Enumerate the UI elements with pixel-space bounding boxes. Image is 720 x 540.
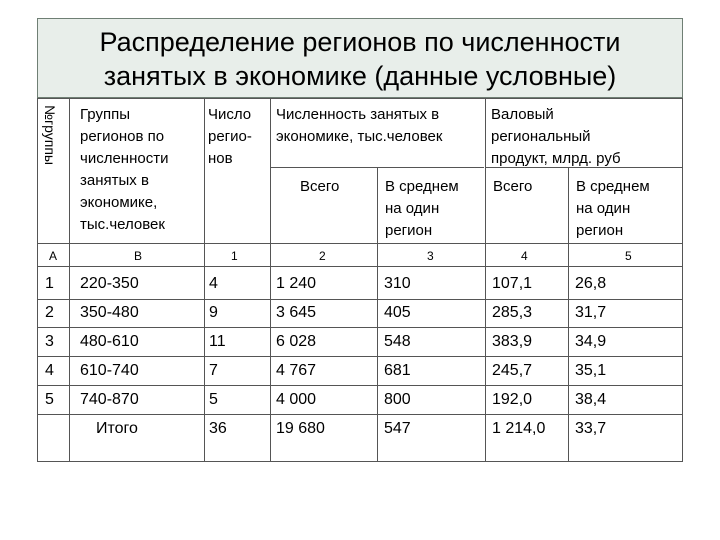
col-divider — [568, 167, 569, 461]
total-grp-avg: 33,7 — [575, 420, 607, 437]
row-divider — [38, 243, 682, 244]
header-group-no: №группы — [42, 105, 58, 165]
index-cell: 2 — [319, 249, 326, 263]
row-no: 2 — [45, 304, 54, 321]
row-employed-total: 4 767 — [276, 362, 317, 379]
title-line-1: Распределение регионов по численности — [99, 27, 621, 57]
header-grp-avg: В среднем на один регион — [576, 178, 650, 239]
row-group-range: 220-350 — [80, 275, 139, 292]
col-divider — [485, 99, 486, 461]
col-divider — [270, 99, 271, 461]
row-employed-avg: 405 — [384, 304, 411, 321]
row-group-range: 480-610 — [80, 333, 139, 350]
row-grp-total: 245,7 — [492, 362, 533, 379]
row-group-range: 740-870 — [80, 391, 139, 408]
row-grp-avg: 31,7 — [575, 304, 607, 321]
row-grp-avg: 38,4 — [575, 391, 607, 408]
header-grp: Валовый региональный продукт, млрд. руб — [491, 106, 621, 167]
index-cell: 1 — [231, 249, 238, 263]
total-region-count: 36 — [209, 420, 227, 437]
row-region-count: 7 — [209, 362, 218, 379]
row-group-range: 610-740 — [80, 362, 139, 379]
row-employed-total: 3 645 — [276, 304, 317, 321]
row-divider — [38, 327, 682, 328]
total-grp: 1 214,0 — [492, 420, 546, 437]
row-divider — [38, 266, 682, 267]
header-employed-total: Всего — [300, 178, 340, 195]
row-no: 5 — [45, 391, 54, 408]
row-grp-avg: 34,9 — [575, 333, 607, 350]
row-employed-total: 1 240 — [276, 275, 317, 292]
header-region-count: Число регио- нов — [208, 106, 252, 167]
row-region-count: 11 — [209, 333, 226, 350]
row-grp-total: 383,9 — [492, 333, 533, 350]
row-divider — [38, 299, 682, 300]
row-employed-total: 4 000 — [276, 391, 317, 408]
row-no: 4 — [45, 362, 54, 379]
data-table — [37, 98, 683, 462]
col-divider — [69, 99, 70, 461]
total-employed: 19 680 — [276, 420, 325, 437]
index-cell: А — [49, 249, 58, 263]
index-cell: 5 — [625, 249, 632, 263]
row-employed-total: 6 028 — [276, 333, 317, 350]
row-no: 1 — [45, 275, 54, 292]
row-divider — [270, 167, 484, 168]
row-region-count: 4 — [209, 275, 218, 292]
row-divider — [38, 414, 682, 415]
header-groups: Группы регионов по численности занятых в экономике, тыс.человек — [80, 106, 169, 233]
row-employed-avg: 548 — [384, 333, 411, 350]
index-cell: В — [134, 249, 143, 263]
header-grp-total: Всего — [493, 178, 533, 195]
total-label: Итого — [96, 420, 138, 437]
row-no: 3 — [45, 333, 54, 350]
slide-title — [37, 18, 683, 98]
row-divider — [38, 356, 682, 357]
total-employed-avg: 547 — [384, 420, 411, 437]
index-cell: 3 — [427, 249, 434, 263]
col-divider — [204, 99, 205, 461]
row-grp-avg: 26,8 — [575, 275, 607, 292]
row-employed-avg: 800 — [384, 391, 411, 408]
row-region-count: 5 — [209, 391, 218, 408]
index-cell: 4 — [521, 249, 528, 263]
col-divider — [377, 167, 378, 461]
row-grp-total: 107,1 — [492, 275, 533, 292]
header-employed: Численность занятых в экономике, тыс.человек — [276, 106, 443, 145]
row-divider — [38, 385, 682, 386]
row-employed-avg: 681 — [384, 362, 411, 379]
title-line-2: занятых в экономике (данные условные) — [103, 61, 617, 91]
row-region-count: 9 — [209, 304, 218, 321]
row-grp-avg: 35,1 — [575, 362, 607, 379]
header-employed-avg: В среднем на один регион — [385, 178, 459, 239]
row-grp-total: 285,3 — [492, 304, 533, 321]
row-group-range: 350-480 — [80, 304, 139, 321]
row-employed-avg: 310 — [384, 275, 411, 292]
row-grp-total: 192,0 — [492, 391, 533, 408]
